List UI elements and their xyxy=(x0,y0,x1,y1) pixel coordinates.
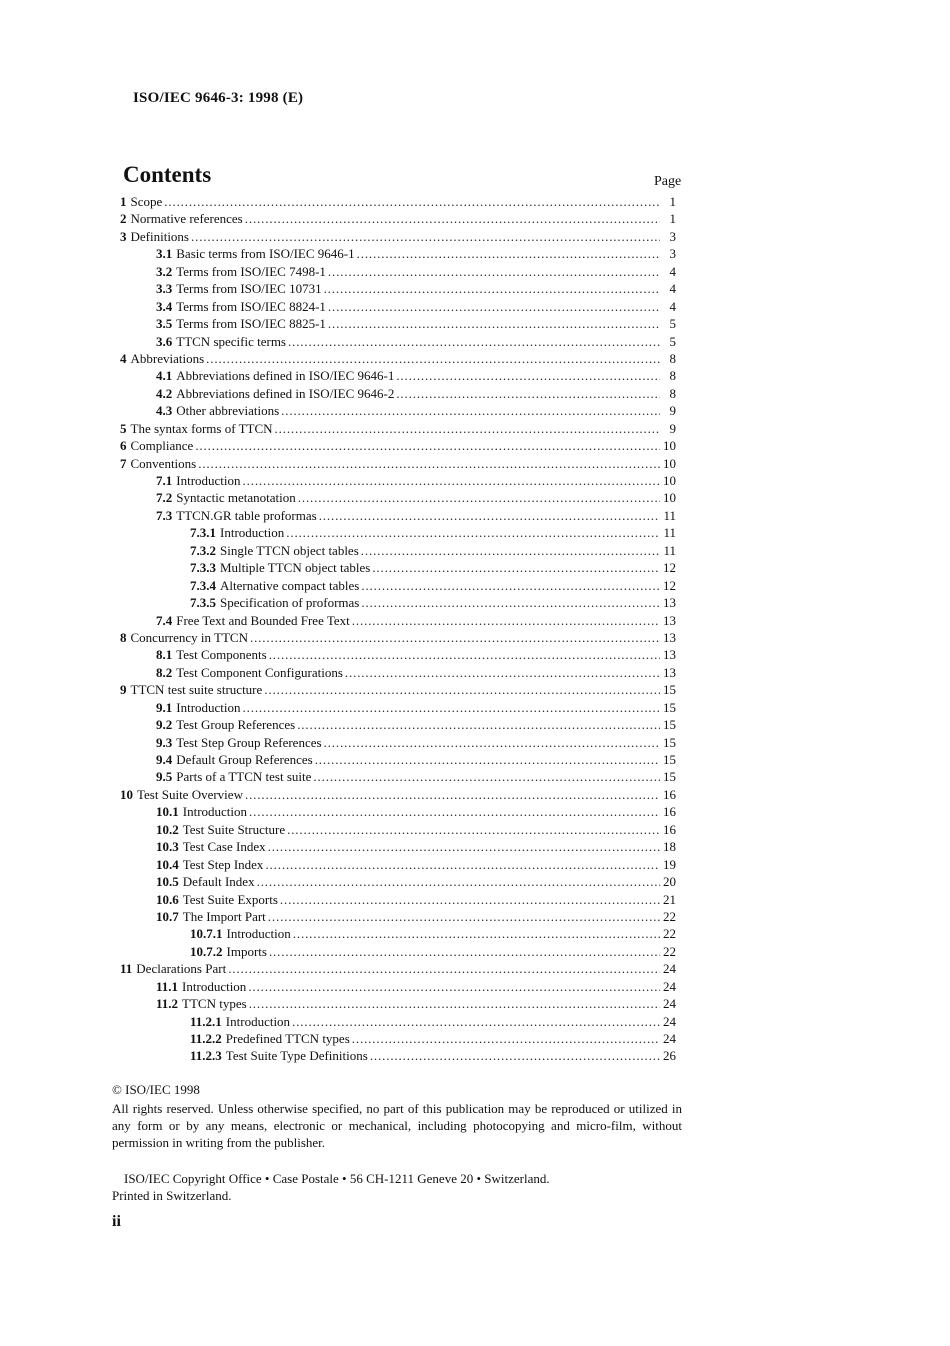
toc-entry[interactable] xyxy=(120,455,676,472)
toc-entry[interactable] xyxy=(120,646,676,663)
toc-entry-title: Terms from ISO/IEC 8824-1 xyxy=(176,298,326,314)
toc-entry[interactable] xyxy=(120,263,676,280)
dot-leader xyxy=(293,925,660,942)
dot-leader xyxy=(370,1047,660,1064)
toc-entry-page: 24 xyxy=(663,978,676,994)
toc-entry-page: 3 xyxy=(669,228,676,244)
toc-entry-title: Test Suite Overview xyxy=(137,786,243,802)
toc-entry-page: 13 xyxy=(663,595,676,611)
toc-entry[interactable] xyxy=(120,1030,676,1047)
toc-entry-page: 8 xyxy=(669,385,676,401)
dot-leader xyxy=(248,978,660,995)
toc-entry-page: 16 xyxy=(663,821,676,837)
toc-entry-number: 8.1 xyxy=(156,647,173,663)
toc-entry-number: 4.1 xyxy=(156,368,173,384)
dot-leader xyxy=(268,908,660,925)
dot-leader xyxy=(250,629,660,646)
toc-entry[interactable] xyxy=(120,856,676,873)
toc-entry-number: 7.3.1 xyxy=(190,525,216,541)
toc-entry-number: 10.7.2 xyxy=(190,943,223,959)
toc-entry-title: Introduction xyxy=(220,525,285,541)
toc-entry[interactable] xyxy=(120,925,676,942)
toc-entry-number: 8.2 xyxy=(156,664,173,680)
toc-entry[interactable] xyxy=(120,612,676,629)
dot-leader xyxy=(288,333,660,350)
toc-entry-page: 19 xyxy=(663,856,676,872)
page-column-label: Page xyxy=(654,174,682,189)
copyright-notice: © ISO/IEC 1998 xyxy=(112,1082,200,1097)
toc-entry-title: Test Suite Exports xyxy=(182,891,278,907)
toc-entry-title: Test Components xyxy=(176,647,267,663)
toc-entry-number: 10.1 xyxy=(156,804,179,820)
copyright-block xyxy=(112,1081,682,1151)
dot-leader xyxy=(352,612,660,629)
toc-entry[interactable] xyxy=(120,333,676,350)
toc-entry[interactable] xyxy=(120,245,676,262)
contents-heading: Contents xyxy=(123,162,212,187)
dot-leader xyxy=(243,472,660,489)
toc-entry-title: Introduction xyxy=(176,473,241,488)
dot-leader xyxy=(345,664,660,681)
toc-entry-page: 12 xyxy=(663,560,676,576)
address-line: ISO/IEC Copyright Office • Case Postale • 56 CH-1211 Geneve 20 • Switzerland. xyxy=(124,1171,550,1186)
toc-entry-number: 9.1 xyxy=(156,699,173,715)
toc-entry-number: 9.3 xyxy=(156,734,173,750)
toc-entry-page: 5 xyxy=(669,316,676,332)
toc-entry-title: Definitions xyxy=(130,228,189,244)
toc-entry-title: Terms from ISO/IEC 8825-1 xyxy=(176,316,326,332)
toc-entry-number: 3.6 xyxy=(156,333,173,349)
dot-leader xyxy=(328,315,660,332)
toc-entry[interactable] xyxy=(120,681,676,698)
dot-leader xyxy=(195,437,660,454)
document-header: ISO/IEC 9646-3: 1998 (E) xyxy=(133,90,304,106)
dot-leader xyxy=(361,577,660,594)
toc-entry-number: 7 xyxy=(120,455,127,471)
toc-entry-title: Multiple TTCN object tables xyxy=(220,560,371,576)
toc-entry-number: 11.1 xyxy=(156,978,179,994)
toc-entry-title: Specification of proformas xyxy=(220,595,360,611)
toc-entry[interactable] xyxy=(120,734,676,751)
dot-leader xyxy=(280,891,660,908)
toc-entry-page: 15 xyxy=(663,717,676,733)
toc-entry-title: Test Step Index xyxy=(182,856,264,872)
dot-leader xyxy=(319,507,660,524)
toc-entry[interactable] xyxy=(120,315,676,332)
toc-entry-number: 4 xyxy=(120,350,127,366)
toc-entry-title: Test Component Configurations xyxy=(176,664,343,680)
toc-entry-title: Imports xyxy=(226,943,267,959)
toc-entry-number: 10.3 xyxy=(156,839,179,855)
toc-entry-number: 3.3 xyxy=(156,281,173,297)
toc-entry-number: 7.3 xyxy=(156,507,173,523)
dot-leader xyxy=(328,263,660,280)
toc-entry-number: 3.1 xyxy=(156,246,173,262)
dot-leader xyxy=(287,821,660,838)
page-number: ii xyxy=(112,1213,121,1230)
toc-entry-title: Normative references xyxy=(130,211,243,227)
toc-entry-number: 10.4 xyxy=(156,856,179,872)
toc-entry-number: 3.4 xyxy=(156,298,173,314)
toc-entry-number: 10.2 xyxy=(156,821,179,837)
toc-entry-title: The syntax forms of TTCN xyxy=(130,420,273,436)
toc-entry-page: 15 xyxy=(663,699,676,715)
toc-entry-title: Test Step Group References xyxy=(176,734,322,750)
toc-entry-number: 8 xyxy=(120,629,127,645)
toc-entry-number: 10.7.1 xyxy=(190,926,223,942)
toc-entry-title: Terms from ISO/IEC 7498-1 xyxy=(176,263,326,279)
toc-entry[interactable] xyxy=(120,838,676,855)
toc-entry-page: 15 xyxy=(663,682,676,698)
toc-entry-page: 5 xyxy=(669,333,676,349)
toc-entry[interactable] xyxy=(120,280,676,297)
toc-entry-title: Default Group References xyxy=(176,752,313,767)
toc-entry[interactable] xyxy=(120,768,676,785)
toc-entry[interactable] xyxy=(120,699,676,716)
toc-entry[interactable] xyxy=(120,437,676,454)
dot-leader xyxy=(243,699,660,716)
toc-entry-page: 9 xyxy=(669,420,676,436)
toc-entry-title: TTCN test suite structure xyxy=(130,682,263,698)
toc-entry[interactable] xyxy=(120,716,676,733)
toc-entry[interactable] xyxy=(120,821,676,838)
toc-entry-number: 7.1 xyxy=(156,473,173,488)
toc-entry-number: 3.5 xyxy=(156,316,173,332)
toc-entry-page: 1 xyxy=(669,194,676,209)
toc-entry-title: Test Group References xyxy=(176,717,296,733)
toc-entry-number: 9.2 xyxy=(156,717,173,733)
toc-entry-page: 10 xyxy=(663,455,676,471)
toc-entry-number: 5 xyxy=(120,420,127,436)
toc-entry-title: Syntactic metanotation xyxy=(176,490,296,506)
dot-leader xyxy=(257,873,660,890)
dot-leader xyxy=(191,228,660,245)
toc-entry-page: 26 xyxy=(663,1048,676,1064)
toc-entry-page: 15 xyxy=(663,734,676,750)
toc-entry-number: 7.3.2 xyxy=(190,542,216,558)
toc-entry[interactable] xyxy=(120,891,676,908)
toc-entry[interactable] xyxy=(120,472,676,489)
toc-entry-number: 7.4 xyxy=(156,612,173,628)
toc-entry-number: 10 xyxy=(120,786,133,802)
toc-entry-title: Introduction xyxy=(226,926,291,942)
dot-leader xyxy=(396,367,660,384)
toc-entry[interactable] xyxy=(120,629,676,646)
toc-entry-title: Abbreviations xyxy=(130,350,205,366)
dot-leader xyxy=(245,210,660,227)
toc-entry-page: 10 xyxy=(663,438,676,454)
toc-entry-title: The Import Part xyxy=(182,908,266,924)
toc-entry-page: 8 xyxy=(669,350,676,366)
toc-entry[interactable] xyxy=(120,489,676,506)
toc-entry-page: 9 xyxy=(669,403,676,419)
toc-entry-number: 4.3 xyxy=(156,403,173,419)
toc-entry-title: Test Case Index xyxy=(182,839,266,855)
toc-entry-title: Abbreviations defined in ISO/IEC 9646-2 xyxy=(176,385,395,401)
toc-entry-page: 16 xyxy=(663,804,676,820)
toc-entry-title: Introduction xyxy=(182,978,247,994)
dot-leader xyxy=(298,489,660,506)
dot-leader xyxy=(361,594,660,611)
toc-entry-page: 20 xyxy=(663,874,676,890)
toc-entry-page: 24 xyxy=(663,996,676,1012)
dot-leader xyxy=(292,1013,660,1030)
toc-entry-page: 11 xyxy=(663,507,676,523)
printed-in-line: Printed in Switzerland. xyxy=(112,1188,232,1203)
toc-entry-number: 10.7 xyxy=(156,908,179,924)
toc-entry-number: 11.2 xyxy=(156,996,179,1012)
toc-entry-title: Test Suite Type Definitions xyxy=(225,1048,368,1064)
toc-entry[interactable] xyxy=(120,1013,676,1030)
toc-entry-page: 13 xyxy=(663,612,676,628)
toc-entry-title: Conventions xyxy=(130,455,197,471)
dot-leader xyxy=(249,803,660,820)
toc-entry-title: TTCN types xyxy=(182,996,247,1012)
dot-leader xyxy=(228,960,660,977)
toc-entry-title: Introduction xyxy=(182,804,248,820)
toc-entry-number: 3 xyxy=(120,228,127,244)
toc-entry-page: 4 xyxy=(669,263,676,279)
toc-entry-page: 24 xyxy=(663,961,676,977)
dot-leader xyxy=(275,420,660,437)
toc-entry-title: Parts of a TTCN test suite xyxy=(176,769,312,785)
toc-entry-page: 15 xyxy=(663,752,676,767)
toc-entry[interactable] xyxy=(120,228,676,245)
dot-leader xyxy=(245,786,660,803)
toc-entry-number: 10.5 xyxy=(156,874,179,890)
toc-entry-title: Compliance xyxy=(130,438,194,454)
toc-entry[interactable] xyxy=(120,577,676,594)
toc-entry-title: TTCN.GR table proformas xyxy=(176,507,317,523)
toc-entry-title: Single TTCN object tables xyxy=(220,542,359,558)
publisher-address xyxy=(112,1170,550,1204)
dot-leader xyxy=(324,734,660,751)
dot-leader xyxy=(324,280,660,297)
toc-entry[interactable] xyxy=(120,193,676,210)
rights-statement: All rights reserved. Unless otherwise specified, no part of this publication may be reproduced or utilized in any form or by any means, electronic or mechanical, including photocopying and micro-film, without permission in writing from the publisher. xyxy=(112,1101,682,1150)
toc-entry[interactable] xyxy=(120,786,676,803)
toc-entry-page: 10 xyxy=(663,473,676,488)
dot-leader xyxy=(286,524,660,541)
toc-entry-page: 13 xyxy=(663,664,676,680)
toc-entry[interactable] xyxy=(120,559,676,576)
toc-entry-page: 15 xyxy=(663,769,676,785)
toc-entry[interactable] xyxy=(120,402,676,419)
toc-entry[interactable] xyxy=(120,210,676,227)
dot-leader xyxy=(265,856,660,873)
toc-entry-title: Introduction xyxy=(176,699,241,715)
toc-entry[interactable] xyxy=(120,943,676,960)
toc-entry-page: 11 xyxy=(663,542,676,558)
toc-entry-page: 4 xyxy=(669,281,676,297)
toc-entry-page: 12 xyxy=(663,577,676,593)
dot-leader xyxy=(372,559,660,576)
toc-entry-title: Scope xyxy=(130,194,163,209)
toc-entry-title: Declarations Part xyxy=(136,961,227,977)
dot-leader xyxy=(164,193,660,210)
dot-leader xyxy=(357,245,660,262)
dot-leader xyxy=(281,402,660,419)
toc-entry-page: 3 xyxy=(669,246,676,262)
toc-entry-page: 1 xyxy=(669,211,676,227)
dot-leader xyxy=(249,995,660,1012)
dot-leader xyxy=(268,838,660,855)
toc-entry-page: 13 xyxy=(663,647,676,663)
toc-entry[interactable] xyxy=(120,978,676,995)
table-of-contents xyxy=(120,193,676,1065)
toc-entry-number: 4.2 xyxy=(156,385,173,401)
toc-entry-page: 13 xyxy=(663,629,676,645)
dot-leader xyxy=(313,768,660,785)
toc-entry-title: Basic terms from ISO/IEC 9646-1 xyxy=(176,246,355,262)
toc-entry[interactable] xyxy=(120,507,676,524)
toc-entry[interactable] xyxy=(120,803,676,820)
toc-entry-number: 9.4 xyxy=(156,752,173,767)
toc-entry-number: 10.6 xyxy=(156,891,179,907)
toc-entry-number: 9 xyxy=(120,682,127,698)
dot-leader xyxy=(352,1030,660,1047)
dot-leader xyxy=(269,646,660,663)
toc-entry-page: 11 xyxy=(663,525,676,541)
toc-entry-title: Abbreviations defined in ISO/IEC 9646-1 xyxy=(176,368,395,384)
toc-entry-title: Concurrency in TTCN xyxy=(130,629,248,645)
toc-entry-number: 11.2.2 xyxy=(190,1031,222,1046)
toc-entry[interactable] xyxy=(120,350,676,367)
toc-entry-number: 9.5 xyxy=(156,769,173,785)
toc-entry-number: 3.2 xyxy=(156,263,173,279)
dot-leader xyxy=(269,943,660,960)
toc-entry-number: 11.2.3 xyxy=(190,1048,222,1064)
toc-entry-number: 1 xyxy=(120,194,127,209)
toc-entry-title: TTCN specific terms xyxy=(176,333,286,349)
toc-entry-page: 18 xyxy=(663,839,676,855)
dot-leader xyxy=(264,681,660,698)
toc-entry[interactable] xyxy=(120,908,676,925)
toc-entry-page: 16 xyxy=(663,786,676,802)
toc-entry-number: 7.2 xyxy=(156,490,173,506)
toc-entry[interactable] xyxy=(120,873,676,890)
toc-entry[interactable] xyxy=(120,298,676,315)
toc-entry-page: 24 xyxy=(663,1013,676,1029)
toc-entry[interactable] xyxy=(120,751,676,768)
toc-entry[interactable] xyxy=(120,420,676,437)
toc-entry-title: Other abbreviations xyxy=(176,403,280,419)
toc-entry[interactable] xyxy=(120,960,676,977)
dot-leader xyxy=(361,542,660,559)
toc-entry-page: 4 xyxy=(669,298,676,314)
toc-entry[interactable] xyxy=(120,995,676,1012)
dot-leader xyxy=(297,716,660,733)
toc-entry-page: 8 xyxy=(669,368,676,384)
toc-entry[interactable] xyxy=(120,1047,676,1064)
toc-entry[interactable] xyxy=(120,542,676,559)
toc-entry[interactable] xyxy=(120,664,676,681)
dot-leader xyxy=(206,350,660,367)
toc-entry-page: 21 xyxy=(663,891,676,907)
toc-entry[interactable] xyxy=(120,594,676,611)
toc-entry-title: Alternative compact tables xyxy=(220,577,360,593)
toc-entry-page: 22 xyxy=(663,926,676,942)
toc-entry-number: 7.3.4 xyxy=(190,577,216,593)
toc-entry-number: 7.3.5 xyxy=(190,595,216,611)
toc-entry-title: Default Index xyxy=(182,874,255,890)
toc-entry-number: 7.3.3 xyxy=(190,560,216,576)
toc-entry-number: 2 xyxy=(120,211,127,227)
toc-entry-title: Introduction xyxy=(225,1013,291,1029)
toc-entry-page: 24 xyxy=(663,1031,676,1046)
toc-entry-title: Free Text and Bounded Free Text xyxy=(176,612,350,628)
toc-entry[interactable] xyxy=(120,367,676,384)
toc-entry-title: Test Suite Structure xyxy=(182,821,286,837)
toc-entry-number: 6 xyxy=(120,438,127,454)
dot-leader xyxy=(396,385,660,402)
dot-leader xyxy=(198,455,660,472)
toc-entry-title: Predefined TTCN types xyxy=(225,1031,350,1046)
dot-leader xyxy=(315,751,660,768)
toc-entry-page: 22 xyxy=(663,908,676,924)
dot-leader xyxy=(328,298,660,315)
toc-entry-title: Terms from ISO/IEC 10731 xyxy=(176,281,322,297)
toc-entry-number: 11 xyxy=(120,961,133,977)
toc-entry-page: 10 xyxy=(663,490,676,506)
toc-entry[interactable] xyxy=(120,385,676,402)
toc-entry-page: 22 xyxy=(663,943,676,959)
toc-entry-number: 11.2.1 xyxy=(190,1013,222,1029)
toc-entry[interactable] xyxy=(120,524,676,541)
